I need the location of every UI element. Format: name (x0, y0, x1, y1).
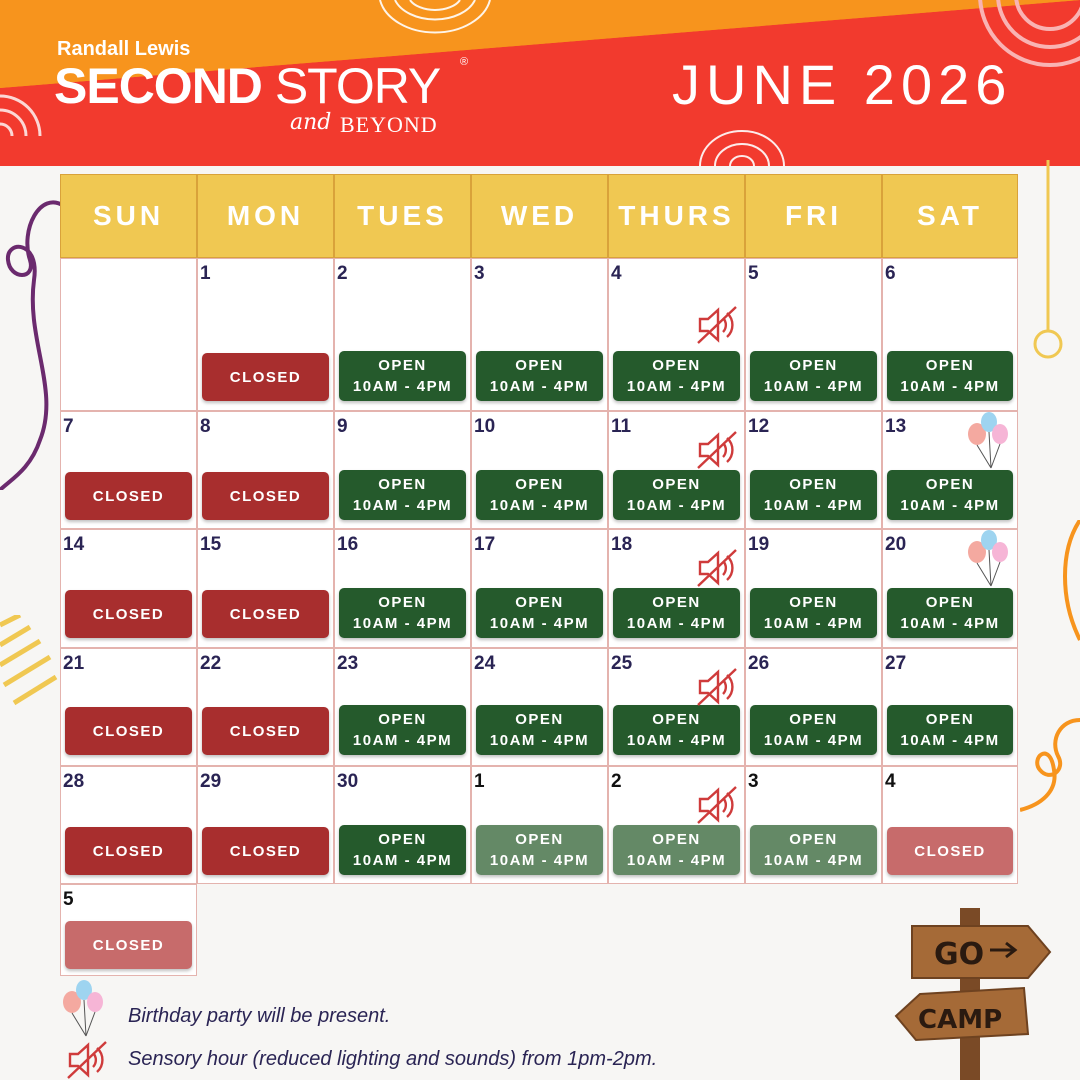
calendar-day-cell (471, 258, 608, 411)
calendar-day-cell (745, 529, 882, 648)
open-hours-label: 10AM - 4PM (489, 378, 590, 395)
open-hours-label: 10AM - 4PM (763, 378, 864, 395)
open-hours-label: 10AM - 4PM (626, 615, 727, 632)
open-hours-badge (476, 825, 603, 875)
day-number: 20 (885, 534, 907, 555)
open-label: OPEN (378, 711, 427, 728)
calendar-day-cell (197, 648, 334, 766)
calendar-day-cell (745, 258, 882, 411)
closed-status-badge: CLOSED (65, 707, 192, 755)
open-label: OPEN (515, 476, 564, 493)
open-hours-label: 10AM - 4PM (352, 497, 453, 514)
open-label: OPEN (925, 357, 975, 374)
open-label: OPEN (652, 711, 701, 728)
day-number: 11 (611, 416, 632, 437)
open-hours-badge (613, 825, 740, 875)
open-hours-label: 10AM - 4PM (352, 852, 453, 869)
weekday-header-fri: FRI (745, 174, 882, 258)
go-camp-signpost-icon (892, 908, 1062, 1080)
calendar-day-cell (197, 411, 334, 529)
open-hours-label: 10AM - 4PM (626, 732, 727, 749)
day-number: 3 (474, 263, 485, 284)
calendar-day-cell (882, 258, 1018, 411)
calendar-day-cell (334, 766, 471, 884)
day-number: 17 (474, 534, 496, 555)
open-label: OPEN (789, 594, 838, 611)
brand-and: and (290, 110, 332, 135)
calendar-day-cell (882, 529, 1018, 648)
yellow-stripes-decoration (0, 615, 60, 715)
open-hours-badge (887, 470, 1013, 520)
open-hours-label: 10AM - 4PM (763, 852, 864, 869)
day-number: 28 (63, 771, 85, 792)
day-number: 18 (611, 534, 633, 555)
open-hours-label: 10AM - 4PM (489, 615, 590, 632)
open-label: OPEN (515, 831, 564, 848)
header-banner (0, 0, 1080, 166)
open-hours-label: 10AM - 4PM (352, 378, 453, 395)
orange-squiggle-decoration (1020, 520, 1080, 820)
open-hours-badge (613, 705, 740, 755)
open-hours-badge (750, 588, 877, 638)
open-hours-badge (339, 470, 466, 520)
open-hours-label: 10AM - 4PM (626, 852, 727, 869)
calendar-day-cell (334, 529, 471, 648)
calendar-day-cell (608, 648, 745, 766)
calendar-day-cell (745, 648, 882, 766)
legend-sensory-hour-icon (66, 1040, 108, 1080)
brand-beyond: BEYOND (340, 112, 438, 137)
open-label: OPEN (378, 594, 427, 611)
day-number: 5 (63, 889, 74, 910)
legend-sensory-text: Sensory hour (reduced lighting and sounds) from 1pm-2pm. (128, 1048, 658, 1070)
open-hours-badge (613, 351, 740, 401)
calendar-day-cell (608, 766, 745, 884)
calendar-day-cell (197, 529, 334, 648)
open-hours-badge (476, 470, 603, 520)
open-hours-badge (476, 705, 603, 755)
sensory-hour-icon (696, 305, 738, 350)
calendar-day-cell (471, 648, 608, 766)
balloons-icon (967, 528, 1011, 593)
calendar-day-cell (60, 648, 197, 766)
closed-status-badge: CLOSED (202, 353, 329, 401)
calendar-day-cell (471, 766, 608, 884)
open-hours-badge (750, 470, 877, 520)
calendar-day-cell (197, 258, 334, 411)
day-number: 1 (474, 771, 485, 792)
open-hours-label: 10AM - 4PM (352, 615, 453, 632)
day-number: 9 (337, 416, 348, 437)
open-hours-badge (339, 351, 466, 401)
closed-status-badge: CLOSED (202, 472, 329, 520)
signpost-go-text: GO (934, 937, 985, 972)
calendar-day-cell (334, 258, 471, 411)
day-number: 21 (63, 653, 85, 674)
open-hours-badge (339, 705, 466, 755)
open-label: OPEN (925, 711, 975, 728)
day-number: 15 (200, 534, 222, 555)
day-number: 2 (337, 263, 348, 284)
open-hours-label: 10AM - 4PM (900, 732, 1000, 749)
closed-status-badge: CLOSED (202, 827, 329, 875)
closed-status-badge: CLOSED (202, 707, 329, 755)
calendar-day-cell (334, 411, 471, 529)
weekday-header-thurs: THURS (608, 174, 745, 258)
open-label: OPEN (789, 476, 838, 493)
closed-status-badge: CLOSED (887, 827, 1013, 875)
calendar-day-cell (745, 766, 882, 884)
weekday-header-mon: MON (197, 174, 334, 258)
open-label: OPEN (789, 831, 838, 848)
open-label: OPEN (515, 357, 564, 374)
day-number: 5 (748, 263, 759, 284)
calendar-day-cell (60, 258, 197, 411)
calendar-day-cell (334, 648, 471, 766)
open-label: OPEN (378, 476, 427, 493)
open-hours-label: 10AM - 4PM (900, 497, 1000, 514)
month-title: JUNE 2026 (672, 53, 1013, 116)
calendar-day-cell (608, 258, 745, 411)
open-hours-badge (476, 351, 603, 401)
day-number: 12 (748, 416, 770, 437)
sensory-hour-icon (696, 548, 738, 593)
open-label: OPEN (652, 831, 701, 848)
day-number: 6 (885, 263, 896, 284)
signpost-camp-text: CAMP (918, 1005, 1003, 1035)
legend-birthday-text: Birthday party will be present. (128, 1005, 391, 1027)
calendar-day-cell (882, 648, 1018, 766)
open-hours-label: 10AM - 4PM (489, 852, 590, 869)
open-hours-badge (750, 825, 877, 875)
open-hours-badge (887, 588, 1013, 638)
calendar-day-cell (197, 766, 334, 884)
open-label: OPEN (925, 476, 975, 493)
day-number: 22 (200, 653, 222, 674)
open-hours-badge (339, 588, 466, 638)
open-label: OPEN (515, 711, 564, 728)
day-number: 23 (337, 653, 359, 674)
open-hours-label: 10AM - 4PM (626, 378, 727, 395)
calendar-day-cell (471, 411, 608, 529)
day-number: 25 (611, 653, 633, 674)
brand-top-line: Randall Lewis (57, 38, 191, 60)
day-number: 14 (63, 534, 85, 555)
day-number: 13 (885, 416, 907, 437)
day-number: 3 (748, 771, 759, 792)
day-number: 29 (200, 771, 222, 792)
brand-logo (54, 58, 440, 114)
open-label: OPEN (925, 594, 975, 611)
day-number: 30 (337, 771, 359, 792)
legend-balloons-icon (62, 978, 106, 1038)
open-hours-label: 10AM - 4PM (352, 732, 453, 749)
brand-story: STORY (274, 58, 441, 114)
day-number: 19 (748, 534, 770, 555)
open-label: OPEN (789, 357, 838, 374)
calendar-day-cell (745, 411, 882, 529)
brand-second: SECOND (54, 58, 262, 114)
open-hours-badge (750, 351, 877, 401)
open-hours-badge (750, 705, 877, 755)
closed-status-badge: CLOSED (202, 590, 329, 638)
closed-status-badge: CLOSED (65, 921, 192, 969)
calendar-day-cell (608, 529, 745, 648)
closed-status-badge: CLOSED (65, 827, 192, 875)
open-label: OPEN (652, 594, 701, 611)
calendar-day-cell (882, 766, 1018, 884)
sensory-hour-icon (696, 785, 738, 830)
day-number: 4 (611, 263, 622, 284)
sensory-hour-icon (696, 430, 738, 475)
calendar-day-cell (608, 411, 745, 529)
open-label: OPEN (515, 594, 564, 611)
open-hours-label: 10AM - 4PM (489, 732, 590, 749)
open-hours-badge (339, 825, 466, 875)
calendar-day-cell (60, 766, 197, 884)
weekday-header-sat: SAT (882, 174, 1018, 258)
weekday-header-sun: SUN (60, 174, 197, 258)
open-label: OPEN (652, 476, 701, 493)
open-hours-label: 10AM - 4PM (763, 497, 864, 514)
hanging-ornament-decoration (1020, 160, 1080, 380)
open-hours-badge (613, 588, 740, 638)
day-number: 27 (885, 653, 907, 674)
day-number: 7 (63, 416, 74, 437)
open-hours-badge (476, 588, 603, 638)
open-hours-label: 10AM - 4PM (489, 497, 590, 514)
calendar-day-cell (60, 411, 197, 529)
day-number: 24 (474, 653, 496, 674)
open-label: OPEN (652, 357, 701, 374)
weekday-header-tues: TUES (334, 174, 471, 258)
weekday-header-wed: WED (471, 174, 608, 258)
open-label: OPEN (789, 711, 838, 728)
calendar-day-cell (882, 411, 1018, 529)
day-number: 10 (474, 416, 496, 437)
calendar-day-cell (471, 529, 608, 648)
open-hours-badge (887, 351, 1013, 401)
day-number: 4 (885, 771, 896, 792)
open-hours-label: 10AM - 4PM (763, 732, 864, 749)
brand-registered-mark: ® (460, 56, 469, 68)
day-number: 8 (200, 416, 211, 437)
open-hours-badge (887, 705, 1013, 755)
open-hours-badge (613, 470, 740, 520)
calendar-day-cell (60, 529, 197, 648)
day-number: 26 (748, 653, 770, 674)
closed-status-badge: CLOSED (65, 590, 192, 638)
day-number: 1 (200, 263, 211, 284)
closed-status-badge: CLOSED (65, 472, 192, 520)
day-number: 16 (337, 534, 359, 555)
open-hours-label: 10AM - 4PM (900, 615, 1000, 632)
open-label: OPEN (378, 357, 427, 374)
open-hours-label: 10AM - 4PM (763, 615, 864, 632)
sensory-hour-icon (696, 667, 738, 712)
day-number: 2 (611, 771, 622, 792)
open-label: OPEN (378, 831, 427, 848)
calendar-day-cell (60, 884, 197, 976)
open-hours-label: 10AM - 4PM (900, 378, 1000, 395)
open-hours-label: 10AM - 4PM (626, 497, 727, 514)
balloons-icon (967, 410, 1011, 475)
